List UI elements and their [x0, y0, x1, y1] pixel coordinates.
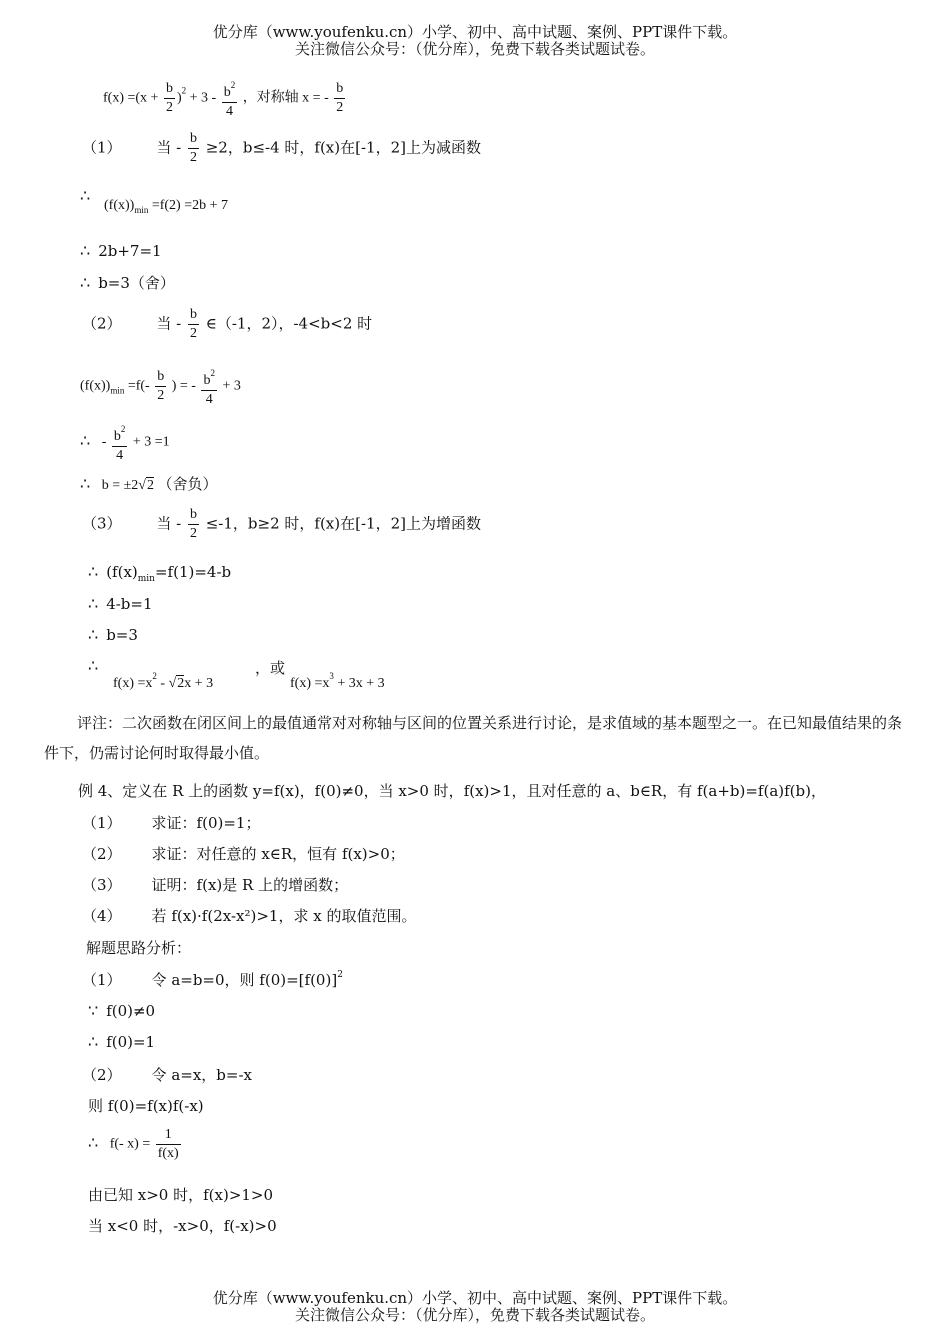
text: f(x) =x: [290, 676, 330, 691]
text: b=3（舍）: [98, 274, 175, 292]
numerator: 1: [164, 1127, 172, 1142]
text: b=3: [106, 626, 138, 644]
text: ≤-1，b≥2 时，f(x)在[-1，2]上为增函数: [205, 514, 481, 533]
page-footer: [0, 1290, 950, 1324]
step-1: [82, 969, 343, 990]
result-line-2: [88, 625, 138, 644]
superscript: 3: [329, 671, 334, 681]
min-f2-line: [104, 198, 228, 215]
text: (f(x)): [80, 378, 111, 394]
case-1-line: [82, 130, 481, 167]
example-4-line: 例 4、定义在 R 上的函数 y=f(x)，f(0)≠0，当 x>0 时，f(x)>1，且对任意的 a、b∈R，有 f(a+b)=f(a)f(b)，: [78, 782, 826, 800]
vertex-form-line: [103, 76, 347, 121]
sqrt-radicand: 2: [177, 676, 185, 691]
item-number: （3）: [82, 514, 122, 533]
therefore-symbol: ∴: [80, 432, 91, 450]
text: 求证：对任意的 x∈R，恒有 f(x)>0；: [151, 845, 405, 863]
numerator: b: [203, 373, 211, 388]
fraction: [188, 506, 199, 543]
text: ≥2，b≤-4 时，f(x)在[-1，2]上为减函数: [205, 138, 481, 157]
text: (f(x): [106, 563, 138, 581]
therefore-symbol: ∴: [88, 656, 99, 675]
numerator: b: [157, 369, 165, 384]
text: x + 3: [184, 676, 214, 691]
subscript: min: [134, 205, 149, 215]
comment-paragraph: 评注：二次函数在闭区间上的最值通常对对称轴与区间的位置关系进行讨论，是求值域的基本题型之一。在已知最值结果的条件下，仍需讨论何时取得最小值。: [44, 714, 903, 762]
item-number: （3）: [82, 876, 122, 894]
item-number: （2）: [82, 845, 122, 863]
item-number: （2）: [82, 1066, 122, 1084]
step-2: [82, 1064, 252, 1085]
result-line: [80, 272, 175, 293]
fraction: [112, 420, 128, 465]
because-symbol: ∵: [88, 1001, 99, 1020]
item-number: （1）: [82, 814, 122, 832]
denominator: 2: [336, 100, 344, 115]
fraction: [201, 364, 217, 409]
numerator: b: [165, 81, 173, 96]
denominator: 4: [201, 390, 217, 409]
text: 若 f(x)·f(2x-x²)>1，求 x 的取值范围。: [151, 907, 417, 925]
subscript: min: [137, 574, 155, 584]
final-functions-line: $f(x) =x^2 - √2x + 3$: [113, 671, 214, 691]
text: -: [160, 676, 166, 691]
denominator: 4: [112, 446, 128, 465]
numerator: b: [189, 307, 197, 322]
therefore-symbol: ∴: [80, 241, 91, 260]
text: 4-b=1: [106, 595, 153, 613]
item-number: （4）: [82, 907, 122, 925]
text: ，或: [255, 659, 286, 677]
equation-line-3: [88, 594, 153, 613]
text: 当 -: [156, 314, 182, 333]
because-line: [88, 1001, 155, 1020]
text: + 3: [222, 378, 241, 394]
denominator: f(x): [157, 1146, 179, 1161]
question-1: [82, 812, 260, 833]
superscript: 2: [210, 368, 215, 378]
superscript: 2: [120, 424, 126, 434]
text: 令 a=b=0，则 f(0)=[f(0)]: [151, 971, 338, 989]
fraction: [155, 368, 166, 405]
item-number: （1）: [82, 971, 122, 989]
numerator: b: [189, 507, 197, 522]
denominator: 2: [189, 326, 197, 341]
text: 令 a=x，b=-x: [151, 1066, 252, 1084]
numerator: b: [113, 429, 121, 444]
known-line: 由已知 x>0 时，f(x)>1>0: [88, 1186, 274, 1204]
therefore-symbol: ∴: [80, 273, 91, 292]
numerator: b: [336, 81, 344, 96]
question-4: [82, 905, 416, 926]
denominator: 2: [189, 150, 197, 165]
text: f(x) =x: [113, 676, 153, 691]
case-3-line: [82, 506, 481, 543]
fraction: [156, 1126, 181, 1163]
numerator: b: [189, 131, 197, 146]
denominator: 4: [222, 102, 238, 121]
text: ): [176, 90, 182, 106]
item-number: （2）: [82, 314, 122, 333]
fraction: [222, 76, 238, 121]
min-vertex-line: [80, 364, 241, 409]
text: 证明：f(x)是 R 上的增函数；: [151, 876, 349, 894]
text: ，对称轴 x = -: [242, 90, 329, 106]
therefore-symbol: ∴: [88, 1032, 99, 1051]
text: 当 -: [156, 138, 182, 157]
alt-function: [290, 671, 385, 692]
therefore-symbol: ∴: [88, 594, 99, 613]
header-line-1: 优分库（www.youfenku.cn）小学、初中、高中试题、案例、PPT课件下载。: [212, 23, 738, 41]
text: 当 -: [156, 514, 182, 533]
text: =f(2) =2b + 7: [151, 198, 229, 213]
text: f(0)=1: [106, 1033, 156, 1051]
equation-line-2: [80, 420, 170, 465]
superscript: 2: [230, 80, 236, 90]
text: + 3x + 3: [337, 676, 385, 691]
equation-line: [80, 241, 162, 260]
denominator: 2: [189, 526, 197, 541]
superscript: 2: [152, 671, 157, 681]
numerator: b: [223, 85, 231, 100]
negative-x-line: 当 x<0 时，-x>0，f(-x)>0: [88, 1217, 277, 1235]
superscript: 2: [181, 85, 187, 96]
denominator: 2: [165, 100, 173, 115]
denominator: 2: [157, 388, 165, 403]
therefore-symbol: ∴: [88, 1134, 99, 1152]
therefore-symbol: ∴: [88, 625, 99, 644]
fraction: [334, 80, 345, 117]
text: f(- x) =: [109, 1136, 151, 1152]
page-header: [0, 24, 950, 58]
text: f(x) =(x +: [103, 90, 159, 106]
subscript: min: [110, 385, 125, 396]
fraction: [188, 306, 199, 343]
sqrt-radicand: 2: [146, 478, 154, 493]
superscript: 2: [337, 970, 343, 980]
text: （舍负）: [157, 475, 218, 493]
b-value-line: ∴ b = ±2√2 （舍负）: [80, 475, 218, 493]
fraction: [164, 80, 175, 117]
or-text: [255, 657, 285, 678]
then-line: 则 f(0)=f(x)f(-x): [88, 1097, 204, 1115]
footer-line-2: 关注微信公众号：（优分库），免费下载各类试题试卷。: [294, 1306, 655, 1324]
text: 2b+7=1: [98, 242, 162, 260]
text: =f(1)=4-b: [154, 563, 232, 581]
header-line-2: 关注微信公众号：（优分库），免费下载各类试题试卷。: [294, 40, 655, 58]
text: + 3 =1: [132, 434, 170, 450]
therefore-symbol: ∴: [88, 562, 99, 581]
text: -: [101, 434, 107, 450]
min-f1-line: [88, 562, 231, 584]
text: (f(x)): [104, 198, 135, 213]
therefore-symbol: ∴: [80, 186, 91, 205]
fraction: [188, 130, 199, 167]
text: f(0)≠0: [106, 1002, 156, 1020]
analysis-heading: 解题思路分析：: [86, 939, 192, 957]
therefore-line-2: [88, 656, 106, 675]
text: 求证：f(0)=1；: [151, 814, 261, 832]
question-3: [82, 874, 348, 895]
item-number: （1）: [82, 138, 122, 157]
case-2-line: [82, 306, 372, 343]
footer-line-1: 优分库（www.youfenku.cn）小学、初中、高中试题、案例、PPT课件下载。: [212, 1289, 738, 1307]
therefore-f0: [88, 1032, 155, 1051]
text: b = ±2: [101, 478, 139, 493]
text: + 3 -: [189, 90, 217, 106]
text: ) = -: [171, 378, 196, 394]
therefore-line: [80, 186, 98, 205]
question-2: [82, 843, 405, 864]
reciprocal-line: [88, 1126, 183, 1163]
text: ∈（-1，2），-4<b<2 时: [205, 314, 373, 333]
therefore-symbol: ∴: [80, 476, 91, 493]
text: =f(-: [127, 378, 150, 394]
